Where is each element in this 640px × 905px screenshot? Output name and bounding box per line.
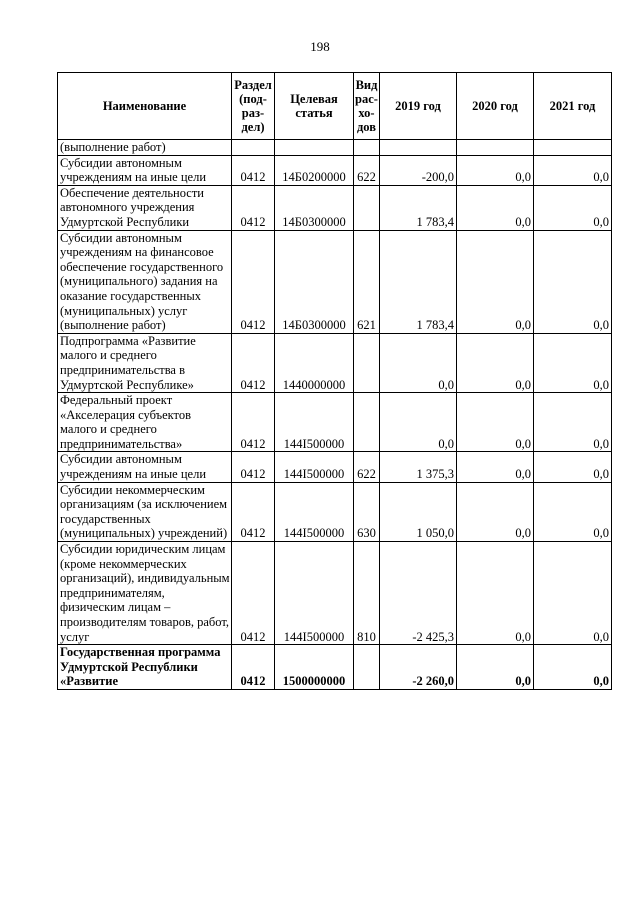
cell-2020: 0,0	[457, 482, 534, 541]
cell-expense-type	[354, 645, 380, 690]
cell-2019: -2 425,3	[380, 542, 457, 645]
table-row	[58, 333, 612, 392]
cell-2021: 0,0	[534, 645, 612, 690]
page-number: 198	[310, 39, 330, 54]
cell-target: 144I500000	[275, 482, 354, 541]
header-expense-type: Вид рас-хо-дов	[354, 73, 380, 140]
table-row	[58, 482, 612, 541]
table-row	[58, 230, 612, 333]
cell-2021	[534, 140, 612, 156]
cell-2020: 0,0	[457, 185, 534, 230]
cell-2021: 0,0	[534, 185, 612, 230]
cell-2020: 0,0	[457, 452, 534, 482]
cell-expense-type: 622	[354, 155, 380, 185]
table-row	[58, 645, 612, 690]
header-section: Раздел (под-раз-дел)	[232, 73, 275, 140]
cell-name: Федеральный проект «Акселерация субъектов малого и среднего предпринимательства»	[58, 393, 232, 452]
cell-target: 144I500000	[275, 393, 354, 452]
cell-target: 14Б0200000	[275, 155, 354, 185]
cell-expense-type	[354, 333, 380, 392]
cell-target: 14Б0300000	[275, 185, 354, 230]
cell-2020: 0,0	[457, 155, 534, 185]
cell-2019: 0,0	[380, 333, 457, 392]
cell-name: Субсидии автономным учреждениям на иные цели	[58, 155, 232, 185]
cell-2019: 1 783,4	[380, 230, 457, 333]
cell-2020: 0,0	[457, 645, 534, 690]
cell-section: 0412	[232, 333, 275, 392]
table-row	[58, 155, 612, 185]
cell-name: Субсидии автономным учреждениям на финансовое обеспечение государственного (муниципального) задания на оказание государственных (муниципальных) услуг (выполнение работ)	[58, 230, 232, 333]
cell-2019: 1 050,0	[380, 482, 457, 541]
cell-name: Подпрограмма «Развитие малого и среднего предпринимательства в Удмуртской Республике»	[58, 333, 232, 392]
cell-target: 144I500000	[275, 542, 354, 645]
cell-expense-type	[354, 185, 380, 230]
cell-2021: 0,0	[534, 155, 612, 185]
cell-section: 0412	[232, 645, 275, 690]
cell-section: 0412	[232, 542, 275, 645]
table-header	[58, 73, 612, 140]
cell-2019: -2 260,0	[380, 645, 457, 690]
cell-2020: 0,0	[457, 542, 534, 645]
cell-2020: 0,0	[457, 333, 534, 392]
cell-target: 1440000000	[275, 333, 354, 392]
cell-expense-type: 630	[354, 482, 380, 541]
cell-name: Обеспечение деятельности автономного учреждения Удмуртской Республики	[58, 185, 232, 230]
cell-section: 0412	[232, 452, 275, 482]
cell-2019: 1 375,3	[380, 452, 457, 482]
header-2019: 2019 год	[380, 73, 457, 140]
cell-name: Субсидии некоммерческим организациям (за исключением государственных (муниципальных) учреждений)	[58, 482, 232, 541]
header-2020: 2020 год	[457, 73, 534, 140]
cell-2019: 0,0	[380, 393, 457, 452]
cell-2019: 1 783,4	[380, 185, 457, 230]
table-row	[58, 452, 612, 482]
table-body	[58, 140, 612, 690]
cell-name: Субсидии автономным учреждениям на иные цели	[58, 452, 232, 482]
table-row	[58, 393, 612, 452]
cell-expense-type: 621	[354, 230, 380, 333]
cell-expense-type	[354, 140, 380, 156]
budget-table	[57, 72, 612, 690]
cell-section: 0412	[232, 482, 275, 541]
cell-section: 0412	[232, 185, 275, 230]
cell-section	[232, 140, 275, 156]
table-row	[58, 185, 612, 230]
header-2021: 2021 год	[534, 73, 612, 140]
header-name: Наименование	[58, 73, 232, 140]
cell-2020: 0,0	[457, 393, 534, 452]
cell-name: (выполнение работ)	[58, 140, 232, 156]
cell-2021: 0,0	[534, 393, 612, 452]
cell-2019: -200,0	[380, 155, 457, 185]
cell-target: 1500000000	[275, 645, 354, 690]
cell-2020: 0,0	[457, 230, 534, 333]
cell-2021: 0,0	[534, 452, 612, 482]
cell-section: 0412	[232, 230, 275, 333]
cell-name: Субсидии юридическим лицам (кроме некоммерческих организаций), индивидуальным предпринимателям, физическим лицам – производителям товаров, работ, услуг	[58, 542, 232, 645]
cell-target	[275, 140, 354, 156]
cell-expense-type	[354, 393, 380, 452]
cell-expense-type: 622	[354, 452, 380, 482]
cell-section: 0412	[232, 393, 275, 452]
cell-2021: 0,0	[534, 542, 612, 645]
cell-expense-type: 810	[354, 542, 380, 645]
cell-section: 0412	[232, 155, 275, 185]
cell-2019	[380, 140, 457, 156]
cell-target: 144I500000	[275, 452, 354, 482]
cell-2021: 0,0	[534, 333, 612, 392]
header-target: Целевая статья	[275, 73, 354, 140]
cell-2021: 0,0	[534, 482, 612, 541]
table-row	[58, 542, 612, 645]
cell-name: Государственная программа Удмуртской Республики «Развитие	[58, 645, 232, 690]
cell-2020	[457, 140, 534, 156]
cell-2021: 0,0	[534, 230, 612, 333]
cell-target: 14Б0300000	[275, 230, 354, 333]
table-row	[58, 140, 612, 156]
